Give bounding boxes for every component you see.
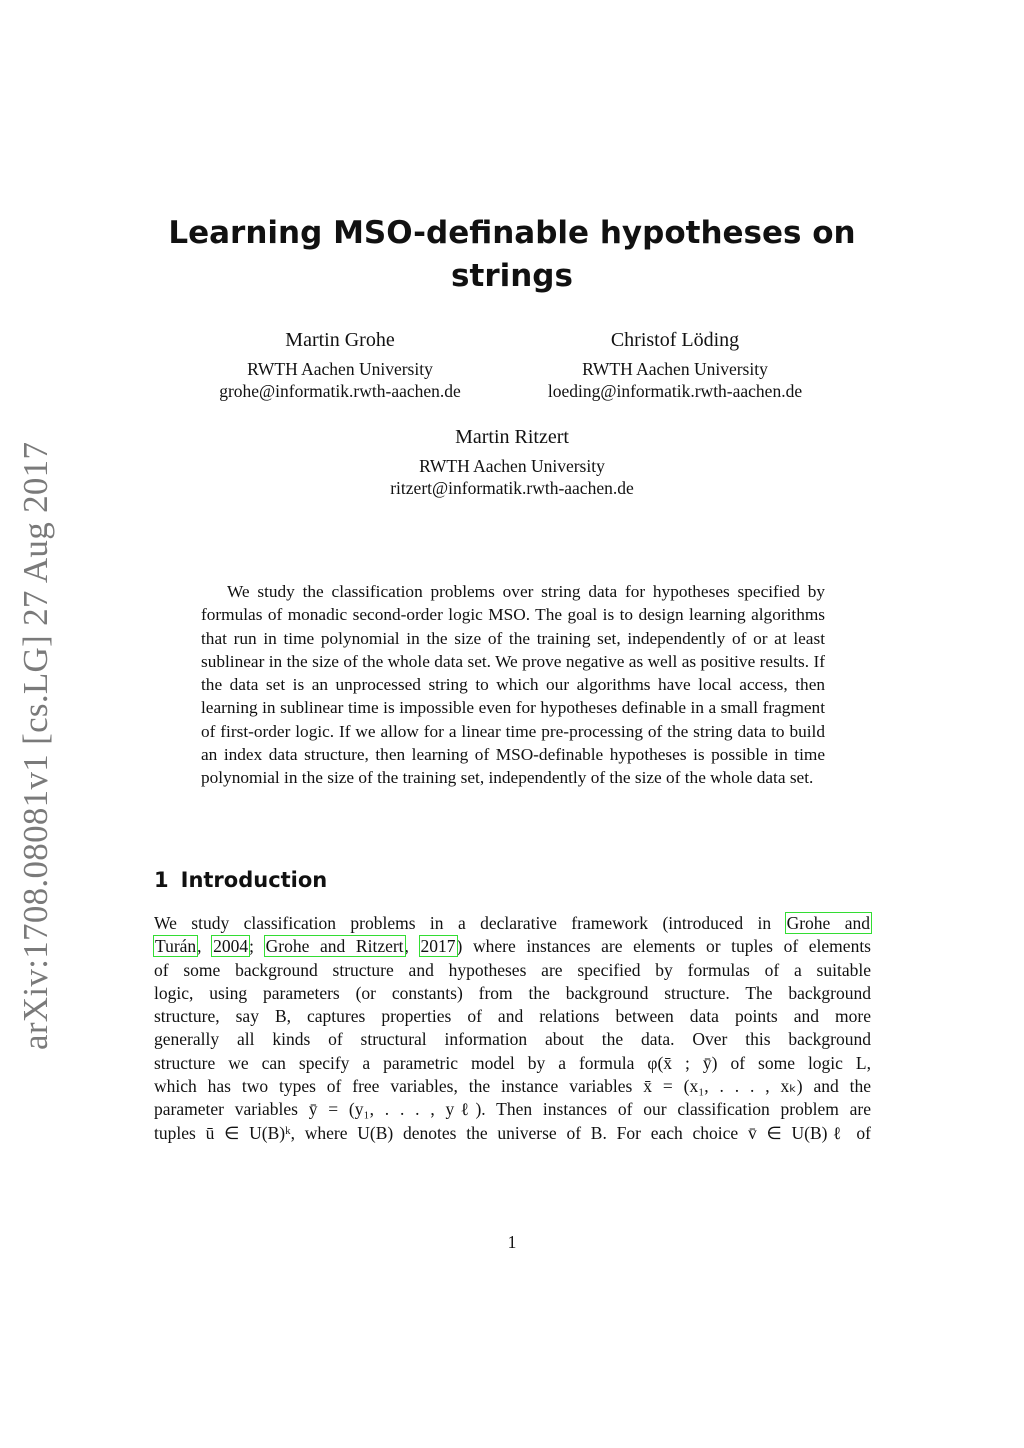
text-run: , bbox=[404, 936, 420, 957]
paragraph-line: structure, say B, captures properties of and relations between data points and more bbox=[154, 1006, 871, 1027]
text-run: ; bbox=[249, 936, 265, 957]
abstract: We study the classification problems over string data for hypotheses specified by formulas of monadic second-order logic MSO. The goal is to design learning algorithms that run in time polynomial in the size of the training set, independently of or at least sublinear in the size of the whole data set. We prove negative as well as positive results. If the data set is an unprocessed string to which our algorithms have local access, then learning in sublinear time is impossible even for hypotheses definable in a small fragment of first-order logic. If we allow for a linear time pre-processing of the string data to build an index data structure, then learning of MSO-definable hypotheses is possible in time polynomial in the size of the training set, independently of the size of the whole data set. bbox=[201, 582, 825, 788]
author-name: Martin Grohe bbox=[285, 329, 395, 351]
introduction-paragraph bbox=[154, 912, 871, 1145]
author-affiliation: RWTH Aachen University bbox=[419, 456, 605, 476]
author-affiliation: RWTH Aachen University bbox=[582, 359, 768, 379]
paragraph-line: structure we can specify a parametric model by a formula φ(x̄ ; ȳ) of some logic L, bbox=[154, 1052, 871, 1073]
paragraph-line bbox=[154, 935, 871, 958]
paragraph-line: generally all kinds of structural information about the data. Over this background bbox=[154, 1029, 871, 1050]
citation-link[interactable]: Grohe and Ritzert bbox=[265, 936, 404, 957]
paragraph-line: parameter variables ȳ = (y₁, . . . , yℓ). Then instances of our classification problem are bbox=[154, 1099, 871, 1120]
citation-link[interactable]: Grohe and bbox=[786, 913, 870, 933]
citation-link[interactable]: Turán bbox=[155, 936, 197, 957]
author-block-ritzert bbox=[362, 423, 662, 499]
paper-title-line-2: strings bbox=[451, 258, 573, 294]
text-run: , bbox=[197, 936, 213, 957]
author-email: loeding@informatik.rwth-aachen.de bbox=[547, 381, 803, 401]
paragraph-line: tuples ū ∈ U(B)ᵏ, where U(B) denotes the universe of B. For each choice v̄ ∈ U(B)ℓ of bbox=[154, 1122, 871, 1143]
page-number: 1 bbox=[507, 1232, 517, 1252]
paper-title-line-1: Learning MSO-definable hypotheses on bbox=[168, 215, 856, 251]
author-name: Martin Ritzert bbox=[455, 426, 569, 448]
citation-link[interactable]: 2004 bbox=[213, 936, 249, 957]
citation-link[interactable]: 2017 bbox=[420, 936, 456, 957]
author-email: ritzert@informatik.rwth-aachen.de bbox=[390, 478, 634, 498]
paper-title bbox=[150, 212, 874, 298]
paragraph-line bbox=[154, 912, 871, 935]
author-block-loeding bbox=[520, 326, 830, 402]
text-run: We study classification problems in a declarative framework (introduced in bbox=[154, 913, 786, 933]
author-block-grohe bbox=[190, 326, 490, 402]
section-heading-introduction bbox=[154, 866, 327, 894]
arxiv-identifier-stamp: arXiv:1708.08081v1 [cs.LG] 27 Aug 2017 bbox=[16, 441, 55, 1050]
section-title: Introduction bbox=[180, 868, 328, 892]
author-affiliation: RWTH Aachen University bbox=[247, 359, 433, 379]
paragraph-line: which has two types of free variables, the instance variables x̄ = (x₁, . . . , xₖ) and the bbox=[154, 1076, 871, 1097]
paragraph-line: of some background structure and hypotheses are specified by formulas of a suitable bbox=[154, 959, 871, 980]
text-run: ) where instances are elements or tuples of elements bbox=[456, 936, 871, 957]
author-name: Christof Löding bbox=[610, 329, 740, 351]
paragraph-line: logic, using parameters (or constants) from the background structure. The background bbox=[154, 982, 871, 1003]
section-number: 1 bbox=[154, 868, 169, 892]
author-email: grohe@informatik.rwth-aachen.de bbox=[219, 381, 461, 401]
